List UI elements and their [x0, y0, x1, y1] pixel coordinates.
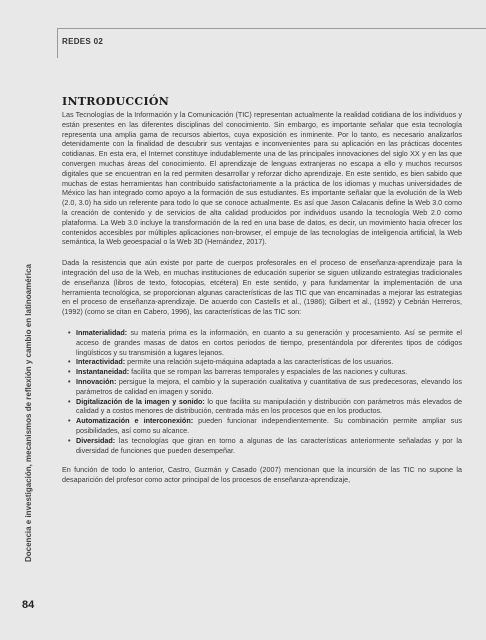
list-item: • Interactividad: permite una relación sujeto-máquina adaptada a las características de los usuarios. — [70, 357, 462, 367]
list-item: • Innovación: persigue la mejora, el cambio y la superación cualitativa y cuantitativa de sus predecesoras, elevando los parámetros de calidad en imagen y sonido. — [70, 377, 462, 397]
header-vertical-rule — [57, 28, 58, 58]
section-title: INTRODUCCIÓN — [62, 95, 170, 108]
list-item: • Digitalización de la imagen y sonido: lo que facilita su manipulación y distribución con parámetros más elevados de calidad y a costos menores de distribución, centrada más en los procesos que en los productos. — [70, 397, 462, 417]
paragraph: Dada la resistencia que aún existe por parte de cuerpos profesorales en el proceso de enseñanza-aprendizaje para la integración del uso de la Web, en muchas instituciones de educación superior se siguen utilizando estrategias tradicionales de enseñanza (libros de texto, fotocopias, etcétera) En este sentido, y para fundamentar la implementación de una herramienta tecnológica, se proporcionan algunas características de las TIC que van encaminadas a mejorar las estrategias en el proceso de enseñanza-aprendizaje. De acuerdo con Castells et al., (1986); Gilbert et al., (1992) y Cebrián Herreros, (1992) (como se citan en Cabero, 1996), las características de las TIC son: — [62, 258, 462, 317]
characteristics-list — [62, 328, 462, 455]
page-number: 84 — [22, 599, 35, 611]
body-text — [62, 106, 462, 496]
list-item: • Automatización e interconexión: pueden funcionar independientemente. Su combinación permite ampliar sus posibilidades, así como su alcance. — [70, 416, 462, 436]
paragraph: En función de todo lo anterior, Castro, Guzmán y Casado (2007) mencionan que la incursión de las TIC no supone la desaparición del profesor como actor principal de los procesos de enseñanza-aprendizaje, — [62, 465, 462, 485]
list-item: • Inmaterialidad: su materia prima es la información, en cuanto a su generación y procesamiento. Así se permite el acceso de grandes masas de datos en cortos periodos de tiempo, presentándola por diferentes tipos de códigos lingüísticos y su transmisión a lugares lejanos. — [70, 328, 462, 357]
side-book-title: Docencia e investigación, mecanismos de reflexión y cambio en latinoamérica — [24, 264, 33, 562]
running-head: REDES 02 — [62, 37, 104, 46]
paragraph: Las Tecnologías de la Información y la Comunicación (TIC) representan actualmente la realidad cotidiana de los individuos y están presentes en las diferentes disciplinas del conocimiento. Sin embargo, es importante señalar que esta tecnología representa una amplia gama de recursos abiertos, cuya exposición es inminente. Por lo tanto, es necesario analizarlos detenidamente con la finalidad de descubrir sus ventajas e inconvenientes para su aplicación en las prácticas docentes cotidianas. En esta era, el Internet constituye indudablemente una de las principales innovaciones del siglo XX y en las que convergen muchas áreas del conocimiento. El aprendizaje de lenguas extranjeras no escapa a ello y muchos recursos digitales que se encuentran en la red permiten desarrollar y reforzar dicho aprendizaje. En este sentido, es bien sabido que muchas de estas herramientas han contribuido satisfactoriamente a la práctica de los idiomas y muchas universidades de México las han integrado como apoyo a la formación de sus estudiantes. Es importante señalar que la evolución de la Web (2.0, 3.0) ha sido un referente para todo lo que se conoce actualmente. Es así que Jason Calacanis define la Web 3.0 como la creación de contenido y de servicios de alta calidad producidos por individuos usando la tecnología Web 2.0 como plataforma. La Web 3.0 incluye la transformación de la red en una base de datos, es decir, un movimiento hacia ofrecer los contenidos accesibles por múltiples aplicaciones non-browser, el empuje de las tecnologías de inteligencia artificial, la Web semántica, la Web geoespacial o la Web 3D (Hernández, 2017). — [62, 110, 462, 247]
list-item: • Diversidad: las tecnologías que giran en torno a algunas de las características anteriormente señaladas y por la diversidad de funciones que pueden desempeñar. — [70, 436, 462, 456]
list-item: • Instantaneidad: facilita que se rompan las barreras temporales y espaciales de las naciones y culturas. — [70, 367, 462, 377]
header-rule — [57, 28, 486, 29]
